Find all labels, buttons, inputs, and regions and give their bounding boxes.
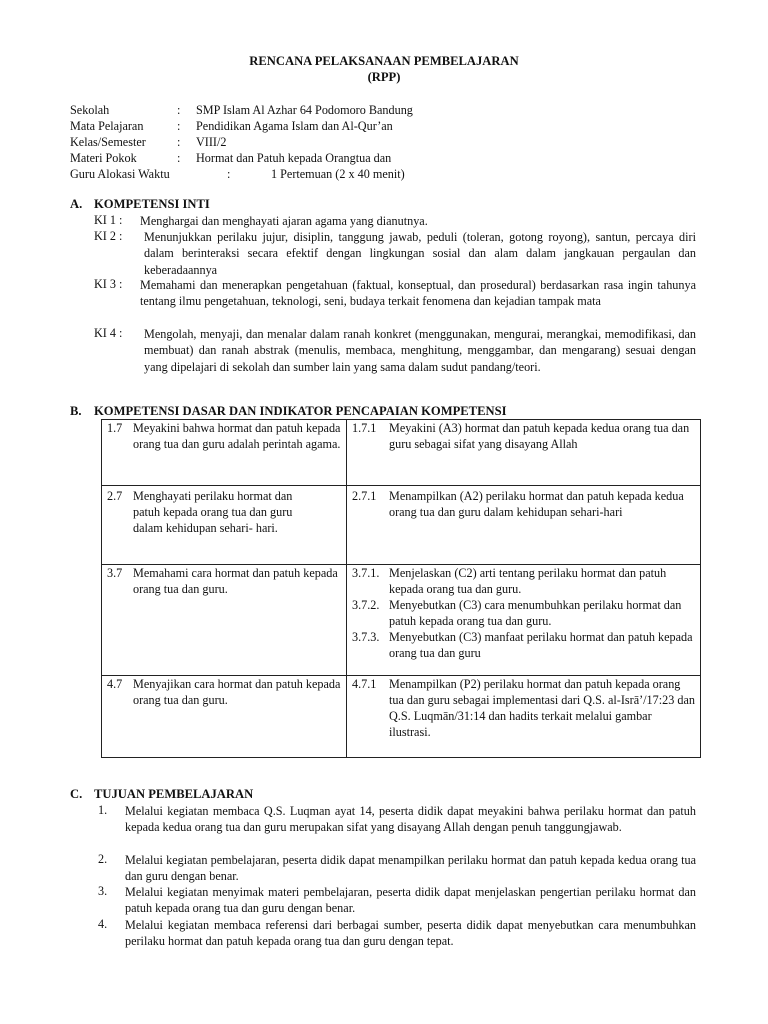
ki-text: Menunjukkan perilaku jujur, disiplin, tanggung jawab, peduli (toleran, gotong royong), santun, percaya diri dalam berinteraksi secara efektif dengan lingkungan sosial dan alam dalam jangkauan pergaulan dan keberadaannya bbox=[144, 230, 696, 277]
table-row bbox=[102, 420, 701, 486]
indicator-number: 2.7.1 bbox=[352, 489, 377, 503]
indicator-number: 3.7.3. bbox=[352, 630, 380, 644]
indicator-item bbox=[352, 488, 695, 520]
identity-colon: : bbox=[177, 151, 181, 165]
table-row bbox=[102, 676, 701, 758]
indicator-number: 4.7.1 bbox=[352, 677, 377, 691]
tujuan-number: 3. bbox=[98, 884, 108, 898]
kd-number: 3.7 bbox=[107, 566, 123, 580]
table-row bbox=[102, 486, 701, 565]
document-subtitle: (RPP) bbox=[367, 70, 401, 84]
ki-tag: KI 2 : bbox=[94, 229, 123, 243]
kd-number: 4.7 bbox=[107, 677, 123, 691]
indicator-cell bbox=[347, 565, 701, 676]
indicator-item bbox=[352, 629, 695, 661]
section-letter: C. bbox=[70, 787, 83, 801]
kd-item bbox=[107, 676, 341, 708]
indicator-item bbox=[352, 597, 695, 629]
indicator-text: Menjelaskan (C2) arti tentang perilaku hormat dan patuh kepada orang tua dan guru. bbox=[389, 566, 667, 596]
kd-text: Meyakini bahwa hormat dan patuh kepada orang tua dan guru adalah perintah agama. bbox=[133, 421, 341, 451]
indicator-text: Menyebutkan (C3) manfaat perilaku hormat dan patuh kepada orang tua dan guru bbox=[389, 630, 693, 660]
ki-tag: KI 4 : bbox=[94, 326, 123, 340]
identity-label: Mata Pelajaran bbox=[70, 119, 144, 133]
section-b-heading bbox=[70, 404, 506, 419]
kd-indicator-table bbox=[101, 419, 701, 758]
ki-item-3 bbox=[94, 277, 696, 310]
indicator-cell bbox=[347, 420, 701, 486]
identity-label: Materi Pokok bbox=[70, 151, 137, 165]
kd-number: 1.7 bbox=[107, 421, 123, 435]
tujuan-item-1 bbox=[98, 803, 696, 836]
section-c-heading bbox=[70, 787, 253, 802]
indicator-item bbox=[352, 420, 695, 452]
ki-text: Menghargai dan menghayati ajaran agama yang dianutnya. bbox=[140, 214, 428, 228]
kd-cell bbox=[102, 420, 347, 486]
kd-text: Memahami cara hormat dan patuh kepada orang tua dan guru. bbox=[133, 566, 338, 596]
kd-text: Menghayati perilaku hormat dan patuh kepada orang tua dan guru dalam kehidupan sehari- hari. bbox=[133, 489, 293, 535]
kd-item bbox=[107, 420, 341, 452]
identity-value: Pendidikan Agama Islam dan Al-Qur’an bbox=[196, 119, 393, 133]
indicator-number: 3.7.2. bbox=[352, 598, 380, 612]
identity-colon: : bbox=[227, 167, 231, 181]
indicator-text: Meyakini (A3) hormat dan patuh kepada kedua orang tua dan guru sebagai sifat yang disayang Allah bbox=[389, 421, 690, 451]
ki-tag: KI 3 : bbox=[94, 277, 123, 291]
tujuan-number: 2. bbox=[98, 852, 108, 866]
indicator-item bbox=[352, 565, 695, 597]
indicator-text: Menampilkan (P2) perilaku hormat dan patuh kepada orang tua dan guru sebagai implementasi dari Q.S. al-Isrā’/17:23 dan Q.S. Luqmān/31:14 dan hadits terkait melalui gambar ilustrasi. bbox=[389, 677, 695, 739]
ki-item-2 bbox=[94, 229, 696, 278]
identity-label: Kelas/Semester bbox=[70, 135, 146, 149]
tujuan-item-4 bbox=[98, 917, 696, 950]
section-letter: A. bbox=[70, 197, 83, 211]
tujuan-text: Melalui kegiatan membaca Q.S. Luqman ayat 14, peserta didik dapat meyakini bahwa perilaku hormat dan patuh kepada kedua orang tua dan guru merupakan sifat yang disayang Allah dengan penuh tanggungjawab. bbox=[125, 804, 696, 835]
section-title: KOMPETENSI INTI bbox=[94, 197, 210, 211]
indicator-number: 1.7.1 bbox=[352, 421, 377, 435]
identity-value: Hormat dan Patuh kepada Orangtua dan bbox=[196, 151, 392, 165]
table-row bbox=[102, 565, 701, 676]
identity-label: Sekolah bbox=[70, 103, 110, 117]
ki-text: Mengolah, menyaji, dan menalar dalam ranah konkret (menggunakan, mengurai, merangkai, memodifikasi, dan membuat) dan ranah abstrak (menulis, membaca, menghitung, menggambar, dan mengarang) sesuai dengan yang dipelajari di sekolah dan sumber lain yang sama dalam sudut pandang/teori. bbox=[144, 327, 696, 374]
tujuan-text: Melalui kegiatan menyimak materi pembelajaran, peserta didik dapat menjelaskan pengertian perilaku hormat dan patuh kepada orang tua dan guru dengan benar. bbox=[125, 885, 696, 916]
indicator-cell bbox=[347, 676, 701, 758]
kd-number: 2.7 bbox=[107, 489, 123, 503]
kd-text: Menyajikan cara hormat dan patuh kepada orang tua dan guru. bbox=[133, 677, 341, 707]
ki-text: Memahami dan menerapkan pengetahuan (faktual, konseptual, dan prosedural) berdasarkan rasa ingin tahunya tentang ilmu pengetahuan, teknologi, seni, budaya terkait fenomena dan kejadian tampak mata bbox=[140, 278, 696, 309]
ki-tag: KI 1 : bbox=[94, 213, 123, 227]
indicator-cell bbox=[347, 486, 701, 565]
section-title: TUJUAN PEMBELAJARAN bbox=[94, 787, 254, 801]
indicator-number: 3.7.1. bbox=[352, 566, 380, 580]
tujuan-item-3 bbox=[98, 884, 696, 917]
section-a-heading bbox=[70, 197, 210, 212]
kd-cell bbox=[102, 565, 347, 676]
ki-item-1 bbox=[94, 213, 696, 229]
kd-cell bbox=[102, 676, 347, 758]
identity-label: Guru Alokasi Waktu bbox=[70, 167, 170, 181]
kd-item bbox=[107, 488, 341, 536]
identity-colon: : bbox=[177, 119, 181, 133]
identity-value: VIII/2 bbox=[196, 135, 227, 149]
identity-colon: : bbox=[177, 103, 181, 117]
identity-value: SMP Islam Al Azhar 64 Podomoro Bandung bbox=[196, 103, 413, 117]
indicator-text: Menampilkan (A2) perilaku hormat dan patuh kepada kedua orang tua dan guru dalam kehidupan sehari-hari bbox=[389, 489, 684, 519]
kd-item bbox=[107, 565, 341, 597]
kd-cell bbox=[102, 486, 347, 565]
identity-colon: : bbox=[177, 135, 181, 149]
ki-item-4 bbox=[94, 326, 696, 375]
tujuan-text: Melalui kegiatan membaca referensi dari berbagai sumber, peserta didik dapat menyebutkan cara menumbuhkan perilaku hormat dan patuh kepada orang tua dan guru dengan tepat. bbox=[125, 918, 696, 949]
indicator-item bbox=[352, 676, 695, 740]
section-title: KOMPETENSI DASAR DAN INDIKATOR PENCAPAIAN KOMPETENSI bbox=[94, 404, 507, 418]
indicator-text: Menyebutkan (C3) cara menumbuhkan perilaku hormat dan patuh kepada orang tua dan guru. bbox=[389, 598, 682, 628]
identity-value: 1 Pertemuan (2 x 40 menit) bbox=[271, 167, 405, 181]
tujuan-number: 1. bbox=[98, 803, 108, 817]
tujuan-number: 4. bbox=[98, 917, 108, 931]
section-letter: B. bbox=[70, 404, 82, 418]
tujuan-text: Melalui kegiatan pembelajaran, peserta didik dapat menampilkan perilaku hormat dan patuh kepada kedua orang tua dan guru dengan benar. bbox=[125, 853, 696, 884]
document-title: RENCANA PELAKSANAAN PEMBELAJARAN bbox=[249, 54, 519, 68]
tujuan-item-2 bbox=[98, 852, 696, 885]
